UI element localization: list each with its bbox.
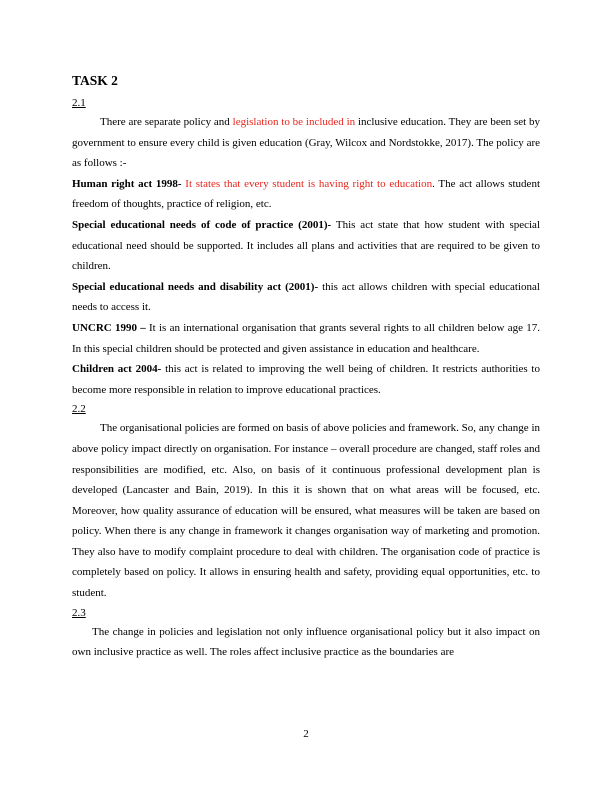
page-number: 2 [303,728,309,740]
send-act-paragraph [72,277,540,318]
section-2-2-paragraph: The organisational policies are formed on basis of above policies and framework. So, any change in above policy impact directly on organisation. For instance – overall procedure are changed, staff roles and responsibilities are modified, etc. Also, on basis of it continuous professional development plan is developed (Lancaster and Bain, 2019). In this it is shown that on what areas will be focused, etc. Moreover, how quality assurance of education will be ensured, what measures will be taken are based on policy. When there is any change in framework it changes organisation way of marketing and promotion. They also have to modify complaint procedure to deal with children. The organisation code of practice is completely based on policy. It allows in ensuring health and safety, providing equal opportunities, etc. to student. [72,422,540,600]
children-act-title: Children act 2004- [72,363,162,376]
section-2-1-intro [72,112,540,174]
intro-highlight: legislation to be included in [232,116,356,128]
uncrc-paragraph [72,318,540,359]
children-act-text: this act is related to improving the well being of children. It restricts authorities to become more responsible in relation to improve educational practices. [72,363,540,396]
intro-text-a: There are separate policy and [100,116,233,128]
uncrc-text: It is an international organisation that grants several rights to all children below age 17. In this special children should be protected and given assistance in education and healthcare. [72,321,540,355]
section-2-1-label: 2.1 [72,97,86,109]
human-rights-act-title: Human right act 1998- [72,177,182,190]
sen-code-paragraph [72,215,540,277]
section-2-3-paragraph: The change in policies and legislation not only influence organisational policy but it also impact on own inclusive practice as well. The roles affect inclusive practice as the boundaries are [72,625,540,659]
intro-text-b: inclusive education. They are been set by government to ensure every child is given education (Gray, Wilcox and Nordstokke, 2017). The policy are as follows :- [72,116,540,170]
section-2-2-label: 2.2 [72,403,86,416]
human-rights-act-paragraph [72,174,540,215]
sen-code-text: This act state that how student with special educational need should be supported. It includes all plans and activities that are required to be given to children. [72,218,540,273]
send-act-text: this act allows children with special educational needs to access it. [72,280,540,314]
uncrc-title: UNCRC 1990 – [72,321,146,334]
children-act-paragraph [72,359,540,400]
task-heading: TASK 2 [72,73,118,88]
section-2-3-label: 2.3 [72,606,86,619]
document-page [72,72,540,663]
send-act-title: Special educational needs and disability act (2001)- [72,280,319,293]
sen-code-title: Special educational needs of code of practice (2001)- [72,218,332,231]
human-rights-act-text: . The act allows student freedom of thoughts, practice of religion, etc. [72,177,540,211]
human-rights-act-highlight: It states that every student is having right to education [181,177,433,190]
